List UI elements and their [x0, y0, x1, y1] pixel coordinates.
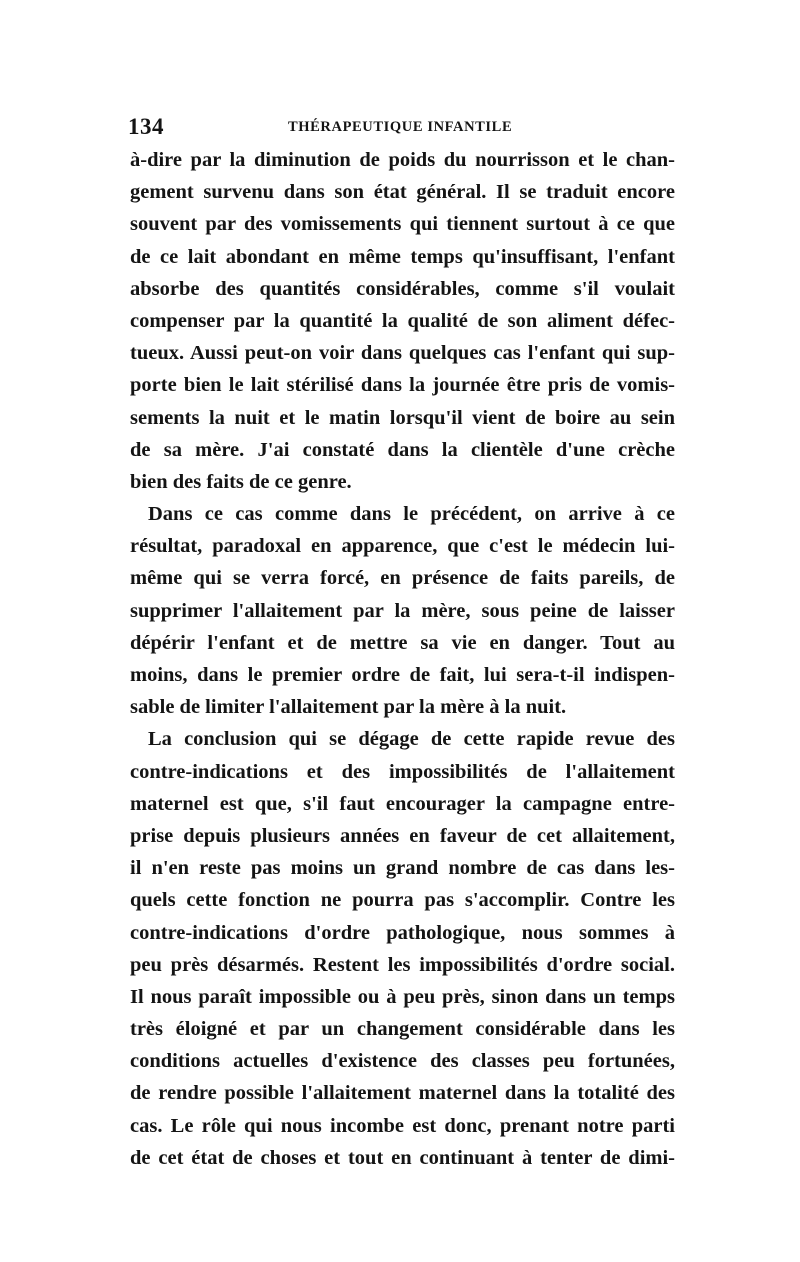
- text-line: contre-indications d'ordre pathologique, nous sommes à: [130, 921, 675, 944]
- text-line: supprimer l'allaitement par la mère, sous peine de laisser: [130, 599, 675, 622]
- text-line: de cet état de choses et tout en continuant à tenter de dimi-: [130, 1146, 675, 1169]
- text-line: conditions actuelles d'existence des classes peu fortunées,: [130, 1050, 675, 1073]
- text-line: sements la nuit et le matin lorsqu'il vient de boire au sein: [130, 406, 675, 429]
- text-line: cas. Le rôle qui nous incombe est donc, prenant notre parti: [130, 1114, 675, 1137]
- page-header: [128, 114, 678, 142]
- text-line: sable de limiter l'allaitement par la mère à la nuit.: [130, 696, 567, 719]
- text-line: peu près désarmés. Restent les impossibilités d'ordre social.: [130, 953, 675, 976]
- text-line: Il nous paraît impossible ou à peu près, sinon dans un temps: [130, 985, 675, 1008]
- text-line: maternel est que, s'il faut encourager la campagne entre-: [130, 792, 675, 815]
- text-line: La conclusion qui se dégage de cette rapide revue des: [148, 728, 675, 751]
- text-line: gement survenu dans son état général. Il se traduit encore: [130, 181, 675, 204]
- text-line: bien des faits de ce genre.: [130, 470, 352, 493]
- running-title: THÉRAPEUTIQUE INFANTILE: [288, 119, 513, 135]
- text-line: de ce lait abondant en même temps qu'insuffisant, l'enfant: [130, 245, 675, 268]
- text-line: il n'en reste pas moins un grand nombre de cas dans les-: [130, 857, 675, 880]
- text-line: porte bien le lait stérilisé dans la journée être pris de vomis-: [130, 374, 675, 397]
- text-line: tueux. Aussi peut-on voir dans quelques cas l'enfant qui sup-: [130, 342, 675, 365]
- text-line: dépérir l'enfant et de mettre sa vie en danger. Tout au: [130, 631, 675, 654]
- text-line: souvent par des vomissements qui tiennent surtout à ce que: [130, 213, 675, 236]
- text-line: de sa mère. J'ai constaté dans la clientèle d'une crèche: [130, 438, 675, 461]
- text-line: Dans ce cas comme dans le précédent, on arrive à ce: [148, 503, 675, 526]
- text-line: très éloigné et par un changement considérable dans les: [130, 1018, 675, 1041]
- body-text: [130, 144, 675, 1174]
- text-line: résultat, paradoxal en apparence, que c'est le médecin lui-: [130, 535, 675, 558]
- text-line: quels cette fonction ne pourra pas s'accomplir. Contre les: [130, 889, 675, 912]
- page-number: 134: [128, 114, 164, 139]
- text-line: moins, dans le premier ordre de fait, lui sera-t-il indispen-: [130, 664, 675, 686]
- text-line: de rendre possible l'allaitement maternel dans la totalité des: [130, 1082, 675, 1105]
- text-line: contre-indications et des impossibilités de l'allaitement: [130, 760, 675, 783]
- text-line: à-dire par la diminution de poids du nourrisson et le chan-: [130, 149, 675, 171]
- text-line: compenser par la quantité la qualité de son aliment défec-: [130, 309, 675, 332]
- text-line: même qui se verra forcé, en présence de faits pareils, de: [130, 567, 675, 590]
- text-line: absorbe des quantités considérables, comme s'il voulait: [130, 277, 675, 300]
- text-line: prise depuis plusieurs années en faveur de cet allaitement,: [130, 824, 675, 847]
